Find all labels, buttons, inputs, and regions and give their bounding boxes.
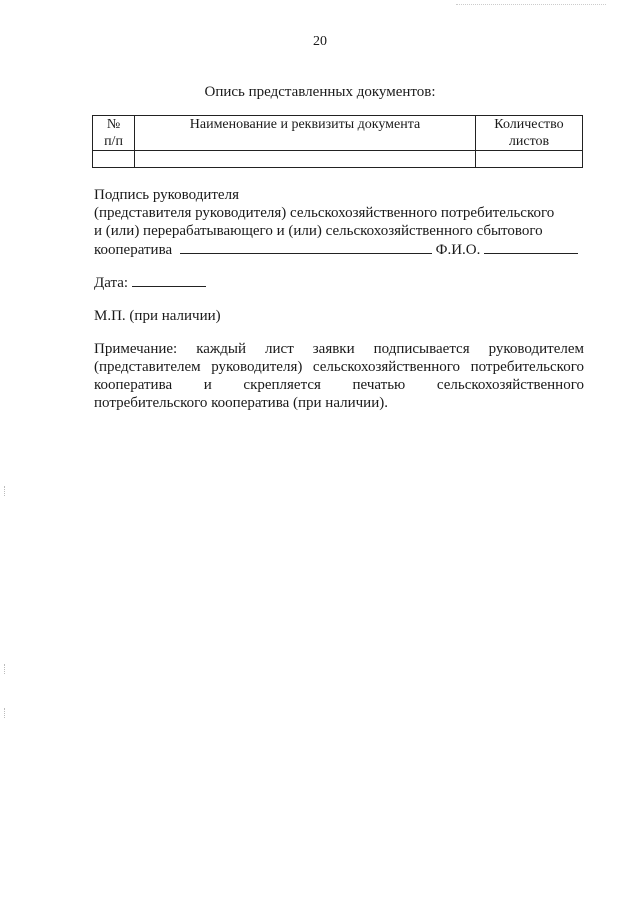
column-header-number	[93, 116, 135, 151]
documents-table	[92, 115, 583, 168]
signature-line-2: (представителя руководителя) сельскохозяйственного потребительского	[94, 205, 555, 221]
scan-margin-mark	[4, 708, 7, 718]
signature-block	[94, 186, 584, 259]
table-cell-count[interactable]	[476, 151, 583, 168]
table-cell-number[interactable]	[93, 151, 135, 168]
scan-margin-mark	[4, 486, 7, 496]
fio-label: Ф.И.О.	[435, 242, 481, 258]
column-header-number-line2: п/п	[104, 134, 123, 149]
scan-edge-marks	[456, 4, 606, 5]
signature-line-3: и (или) перерабатывающего и (или) сельскохозяйственного сбытового	[94, 223, 543, 239]
column-header-count-line2: листов	[508, 134, 550, 149]
column-header-count-line1: Количество	[494, 117, 564, 132]
table-row	[93, 151, 583, 168]
column-header-name: Наименование и реквизиты документа	[135, 116, 476, 151]
date-row	[94, 273, 584, 292]
signature-line-1: Подпись руководителя	[94, 187, 239, 203]
table-cell-name[interactable]	[135, 151, 476, 168]
scan-margin-mark	[4, 664, 7, 674]
note-paragraph: Примечание: каждый лист заявки подписывается руководителем (представителем руководителя) сельскохозяйственного потребительского кооператива и скрепляется печатью сельскохозяйственного потребительского кооператива (при наличии).	[94, 341, 584, 411]
document-title: Опись представленных документов:	[204, 84, 436, 100]
signature-line-4	[94, 240, 584, 259]
date-blank[interactable]	[132, 273, 206, 287]
table-header-row	[93, 116, 583, 151]
seal-label: М.П. (при наличии)	[94, 308, 221, 324]
column-header-number-line1: №	[106, 117, 121, 132]
signature-blank[interactable]	[180, 240, 432, 254]
column-header-count	[476, 116, 583, 151]
cooperative-label: кооператива	[94, 242, 173, 258]
fio-blank[interactable]	[484, 240, 578, 254]
page-number: 20	[313, 34, 327, 49]
date-label: Дата:	[94, 275, 129, 291]
